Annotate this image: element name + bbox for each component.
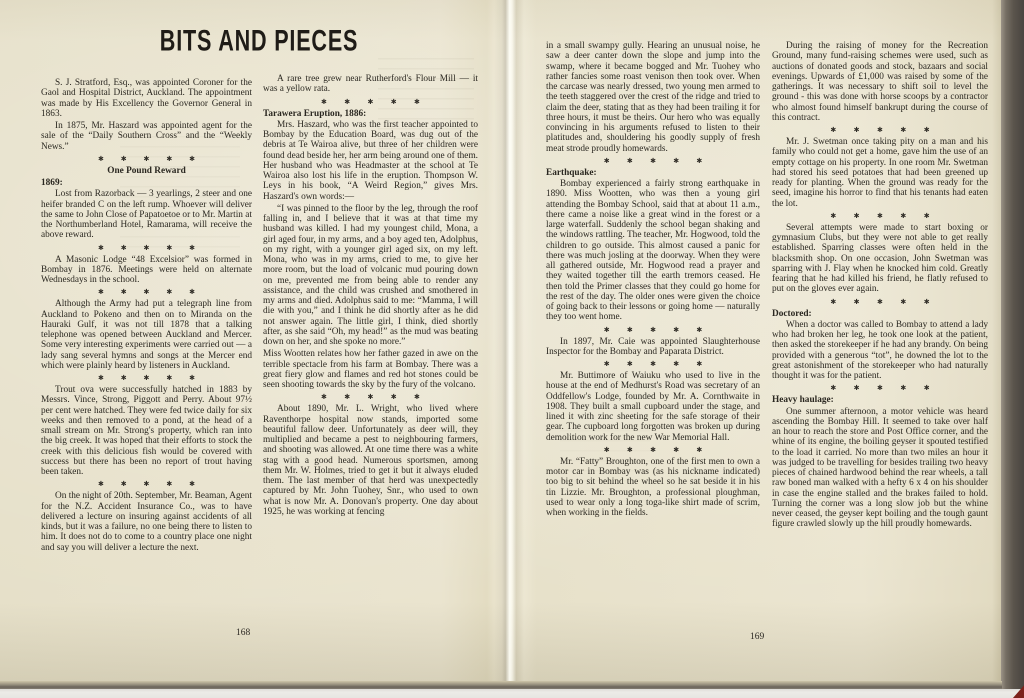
asterisk-icon: ✱: [877, 126, 883, 134]
paragraph: S. J. Stratford, Esq., was appointed Coroner for the Gaol and Hospital District, Auckland. The appointment was made by His Excellency the Governor General in 1863.: [41, 78, 252, 119]
paragraph: Mrs. Haszard, who was the first teacher appointed to Bombay by the Education Board, was dug out of the debris at Te Wairoa alive, but three of her children were found dead beside her, her arm being around one of them. Her husband who was Headmaster at the school at Te Wairoa also lost his life in the eruption. Thompson W. Leys in his book, “A Weird Region,” gives Mrs. Haszard's own words:—: [263, 119, 478, 202]
asterisk-icon: ✱: [321, 393, 327, 402]
page-number-left: 168: [236, 628, 251, 638]
chapter-title: [40, 26, 478, 57]
paragraph: Several attempts were made to start boxing or gymnasium Clubs, but they were not able to get really established. Sparring classes were often held in the blacksmith shop. On one occasion, John Swetman was sparring with J. Flay when he knocked him cold. Greatly fearing that he had killed his friend, he flatly refused to put on the gloves ever again.: [772, 222, 988, 295]
asterisk-icon: ✱: [189, 243, 195, 252]
paragraph: A rare tree grew near Rutherford's Flour Mill — it was a yellow rata.: [263, 74, 478, 95]
paragraph: In 1875, Mr. Haszard was appointed agent for the sale of the “Daily Southern Cross” and the “Weekly News.”: [41, 121, 252, 152]
paragraph: Lost from Razorback — 3 yearlings, 2 steer and one heifer branded C on the left rump. Whoever will deliver the same to John Close of Papatoetoe or to Mr. Martin at the Northumberland Hotel, Ramarama, will receive the above reward.: [41, 189, 252, 241]
asterisk-icon: ✱: [900, 211, 907, 220]
asterisk-icon: ✱: [603, 445, 610, 454]
asterisk-icon: ✱: [143, 288, 150, 297]
asterisk-icon: ✱: [877, 384, 883, 393]
asterisk-separator: [321, 99, 420, 106]
paragraph: One summer afternoon, a motor vehicle was heard ascending the Bombay Hill. It seemed to take over half an hour to reach the store and Post Office corner, and the whine of its engine, the boiling geyser it spouted testified to the load it carried. No more than two miles an hour it was judged to be travelling for besides trailing two heavy pieces of chained hardwood behind the rear wheels, a tall raw boned man walked with a hefty 6 x 4 on his shoulder in case the engine stalled and the brakes failed to hold. Turning the corner was a long slow job but the whine never ceased, the geyser kept boiling and the tough gaunt figure crawled slowly up the hill proudly homewards.: [772, 406, 988, 530]
asterisk-icon: ✱: [853, 126, 860, 134]
asterisk-icon: ✱: [189, 374, 195, 382]
page-gutter-crease: [494, 0, 524, 684]
paragraph: in a small swampy gully. Hearing an unusual noise, he saw a deer canter down the slope and jump into the swamp, where it became bogged and Mr. Tuohey who rather fancies some roast venison then took over. When the carcase was nearly dressed, two young men armed to the teeth staggered over the crest of the ridge and tried to claim the deer, stating that as they had been trailing it for three hours, it must be theirs. Our hero who was equally convincing in his arguments refused to listen to their platitudes and, shouldering his goodly supply of fresh meat strode proudly homewards.: [546, 41, 760, 154]
scan-background-bottom: [0, 689, 1024, 698]
paragraph: Mr. “Fatty” Broughton, one of the first men to own a motor car in Bombay was (as his nickname indicated) too big to sit behind the wheel so he sat beside it in his tin Lizzie. Mr. Broughton, a professional ploughman, used to wear only a long toga-like shirt made of scrim, when working in the fields.: [546, 456, 760, 518]
asterisk-icon: ✱: [626, 360, 633, 368]
chapter-title-text: BITS AND PIECES: [159, 24, 359, 58]
asterisk-icon: ✱: [390, 97, 397, 106]
paragraph: Mr. Buttimore of Waiuku who used to live in the house at the end of Medhurst's Road was secretary of an Oddfellow's Lodge, founded by Mr. A. Cornthwaite in 1908. They built a small cupboard under the stage, and lined it with zinc sheeting for the safe storage of their gear. The cupboard long forgotten was broken up during demolition work for the new War Memorial Hall.: [546, 371, 760, 443]
asterisk-separator: [98, 481, 195, 488]
asterisk-separator: [321, 394, 420, 401]
asterisk-separator: [830, 213, 929, 220]
asterisk-icon: ✱: [853, 211, 860, 220]
asterisk-icon: ✱: [97, 480, 104, 489]
scan-background-right: [1001, 0, 1024, 698]
asterisk-icon: ✱: [830, 297, 837, 306]
asterisk-icon: ✱: [143, 154, 150, 163]
asterisk-icon: ✱: [900, 126, 907, 134]
asterisk-icon: ✱: [120, 480, 127, 489]
paragraph: When a doctor was called to Bombay to attend a lady who had broken her leg, he took one look at the patient, then asked the storekeeper if he had any brandy. On being provided with a generous “tot”, he downed the lot to the great astonishment of the storekeeper who had naturally thought it was for the patient.: [772, 319, 988, 381]
asterisk-icon: ✱: [390, 393, 397, 402]
asterisk-separator: [98, 289, 195, 296]
asterisk-icon: ✱: [120, 288, 127, 297]
paragraph: “I was pinned to the floor by the leg, through the roof falling in, and I believe that it was at that time my husband was killed. I had my youngest child, Mona, a girl aged four, in my arms, and a boy aged ten, Adolphus, on my right, with a younger girl aged six, on my left. Mona, who was in my arms, cried to me, to give her more room, but the load of volcanic mud pouring down on me, prevented me from being able to render any assistance, and the child was crushed and smothered in my arms and died. Adolphus said to me: “Mamma, I will die with you,” and I think he did shortly after as he did not answer again. The little girl, I think, died shortly after, as she said “Oh, my head!” as the mud was beating down on her, and she spoke no more.”: [263, 203, 478, 347]
asterisk-icon: ✱: [166, 243, 173, 252]
paragraph: During the raising of money for the Recreation Ground, many fund-raising schemes were used, such as auctions of donated goods and stock, bazaars and social evenings. Upwards of £1,000 was raised by some of the gatherings. It was necessary to shift soil to level the ground - this was done with horse scoops by a contractor who almost found himself bankrupt during the course of this contract.: [772, 41, 988, 123]
section-heading: Heavy haulage:: [772, 395, 834, 406]
asterisk-icon: ✱: [97, 374, 104, 382]
asterisk-icon: ✱: [673, 360, 680, 368]
asterisk-icon: ✱: [923, 126, 930, 134]
asterisk-icon: ✱: [650, 360, 656, 368]
asterisk-icon: ✱: [344, 393, 351, 402]
asterisk-icon: ✱: [344, 97, 351, 106]
paragraph: About 1890, Mr. L. Wright, who lived where Raventhorpe hospital now stands, imported some beautiful fallow deer. Unfortunately as deer will, they multiplied and became a pest to neighbouring farmers, and shooting was allowed. At one time there was a white stag with a good head. Numerous sportsmen, among them Mr. W. Holmes, tried to get it but it always eluded them. The last member of that herd was unexpectedly captured by Mr. John Tuohey, Snr., who used to own what is now Mr. A. Donovan's property. One day about 1925, he was working at fencing: [263, 404, 478, 517]
asterisk-icon: ✱: [650, 156, 656, 165]
asterisk-icon: ✱: [853, 384, 860, 393]
asterisk-icon: ✱: [650, 325, 656, 334]
asterisk-separator: [604, 361, 702, 368]
asterisk-icon: ✱: [166, 480, 173, 489]
left-page-column-1: [41, 77, 252, 642]
asterisk-icon: ✱: [673, 325, 680, 334]
asterisk-icon: ✱: [853, 297, 860, 306]
paragraph: Trout ova were successfully hatched in 1883 by Messrs. Vince, Strong, Piggott and Perry. About 97½ per cent were hatched. They were fed twice daily for six weeks and then removed to a pond, at the head of a small stream on Mr. Strong's property, which ran into the big creek. It was hoped that their efforts to stock the creek with this delicious fish would be covered with success but there has been no report of trout having been taken.: [41, 385, 252, 477]
asterisk-icon: ✱: [696, 156, 703, 165]
asterisk-icon: ✱: [166, 154, 173, 163]
left-page-column-2: [263, 73, 478, 663]
asterisk-icon: ✱: [120, 243, 127, 252]
asterisk-icon: ✱: [626, 156, 633, 165]
asterisk-icon: ✱: [189, 154, 195, 163]
asterisk-icon: ✱: [900, 384, 907, 393]
asterisk-separator: [830, 127, 929, 134]
asterisk-icon: ✱: [143, 243, 150, 252]
section-heading: Tarawera Eruption, 1886:: [263, 108, 367, 119]
asterisk-icon: ✱: [673, 156, 680, 165]
asterisk-icon: ✱: [367, 393, 374, 402]
asterisk-icon: ✱: [321, 97, 327, 106]
asterisk-icon: ✱: [120, 154, 127, 163]
asterisk-icon: ✱: [166, 374, 173, 382]
asterisk-separator: [604, 327, 702, 334]
asterisk-icon: ✱: [603, 156, 610, 165]
section-heading: Earthquake:: [546, 167, 597, 178]
asterisk-icon: ✱: [900, 297, 907, 306]
asterisk-separator: [830, 299, 929, 306]
asterisk-icon: ✱: [189, 480, 195, 489]
right-page-column-2: [772, 40, 988, 640]
section-heading: 1869:: [41, 178, 63, 188]
page-stack-edge: [0, 681, 1002, 689]
asterisk-icon: ✱: [830, 384, 837, 393]
asterisk-icon: ✱: [673, 445, 680, 454]
asterisk-icon: ✱: [923, 297, 930, 306]
asterisk-icon: ✱: [120, 374, 127, 382]
asterisk-separator: [604, 158, 702, 165]
asterisk-icon: ✱: [626, 325, 633, 334]
asterisk-icon: ✱: [696, 445, 703, 454]
asterisk-icon: ✱: [650, 445, 656, 454]
section-heading: Doctored:: [772, 308, 812, 319]
asterisk-separator: [98, 375, 195, 382]
page-number-right: 169: [750, 632, 765, 642]
asterisk-separator: [98, 245, 195, 252]
paragraph: On the night of 20th. September, Mr. Beaman, Agent for the N.Z. Accident Insurance Co., was to have delivered a lecture on insuring against accidents of all kinds, but it was a failure, no one being there to listen to him. It does not do to come to a country place one night and say you will deliver a lecture the next.: [41, 491, 252, 553]
right-page-column-1: [546, 40, 760, 640]
asterisk-icon: ✱: [877, 297, 883, 306]
asterisk-icon: ✱: [414, 97, 420, 106]
asterisk-icon: ✱: [97, 154, 104, 163]
asterisk-icon: ✱: [603, 325, 610, 334]
asterisk-icon: ✱: [97, 288, 104, 297]
asterisk-separator: [98, 156, 195, 163]
asterisk-separator: [830, 385, 929, 392]
paragraph: Mr. J. Swetman once taking pity on a man and his family who could not get a home, gave him the use of an empty cottage on his property. In one room Mr. Swetman had stored his seed potatoes that had been greened up ready for planting. When the ground was ready for the seed, imagine his horror to find that his tenants had eaten the lot.: [772, 137, 988, 209]
asterisk-icon: ✱: [626, 445, 633, 454]
asterisk-icon: ✱: [877, 211, 883, 220]
asterisk-separator: [604, 447, 702, 454]
paragraph: In 1897, Mr. Caie was appointed Slaughterhouse Inspector for the Bombay and Paparata District.: [546, 336, 760, 357]
paragraph: Miss Wootten relates how her father gazed in awe on the terrible spectacle from his farm at Bombay. There was a great fiery glow and flames and red hot stones could be seen shooting towards the sky by the fury of the volcano.: [263, 349, 478, 390]
paragraph: Although the Army had put a telegraph line from Auckland to Pokeno and then on to Miranda on the Hauraki Gulf, it was not till 1878 that a talking telephone was opened between Auckland and Mercer. Some very interesting experiments were carried out — a lady sang several hymns and songs at the Mercer end which were plainly heard by listeners in Auckland.: [41, 299, 252, 371]
asterisk-icon: ✱: [166, 288, 173, 297]
asterisk-icon: ✱: [696, 325, 703, 334]
asterisk-icon: ✱: [143, 374, 150, 382]
paragraph: A Masonic Lodge “48 Excelsior” was formed in Bombay in 1876. Meetings were held on alternate Wednesdays in the school.: [41, 254, 252, 285]
asterisk-icon: ✱: [603, 360, 610, 368]
asterisk-icon: ✱: [189, 288, 195, 297]
asterisk-icon: ✱: [143, 480, 150, 489]
asterisk-icon: ✱: [367, 97, 374, 106]
section-heading: One Pound Reward: [107, 165, 186, 176]
asterisk-icon: ✱: [923, 384, 930, 393]
asterisk-icon: ✱: [97, 243, 104, 252]
paragraph: Bombay experienced a fairly strong earthquake in 1890. Miss Wootten, who was then a young girl attending the Bombay School, said that at about 11 a.m., there came a noise like a great wind in the forest or a large waterfall. Suddenly the school began shaking and the windows rattling. The teacher, Mr. Hogwood, told the children to go outside. This almost caused a panic for there was much josling at the doorway. When they were all gathered outside, Mr. Hogwood read a prayer and they waited together till the earth tremors ceased. He then told the Primer classes that they could go home for the rest of the day. The older ones were given the choice of going back to their lessons or going home — naturally they too went home.: [546, 179, 760, 323]
asterisk-icon: ✱: [923, 211, 930, 220]
asterisk-icon: ✱: [830, 126, 837, 134]
asterisk-icon: ✱: [830, 211, 837, 220]
asterisk-icon: ✱: [414, 393, 420, 402]
asterisk-icon: ✱: [696, 360, 703, 368]
